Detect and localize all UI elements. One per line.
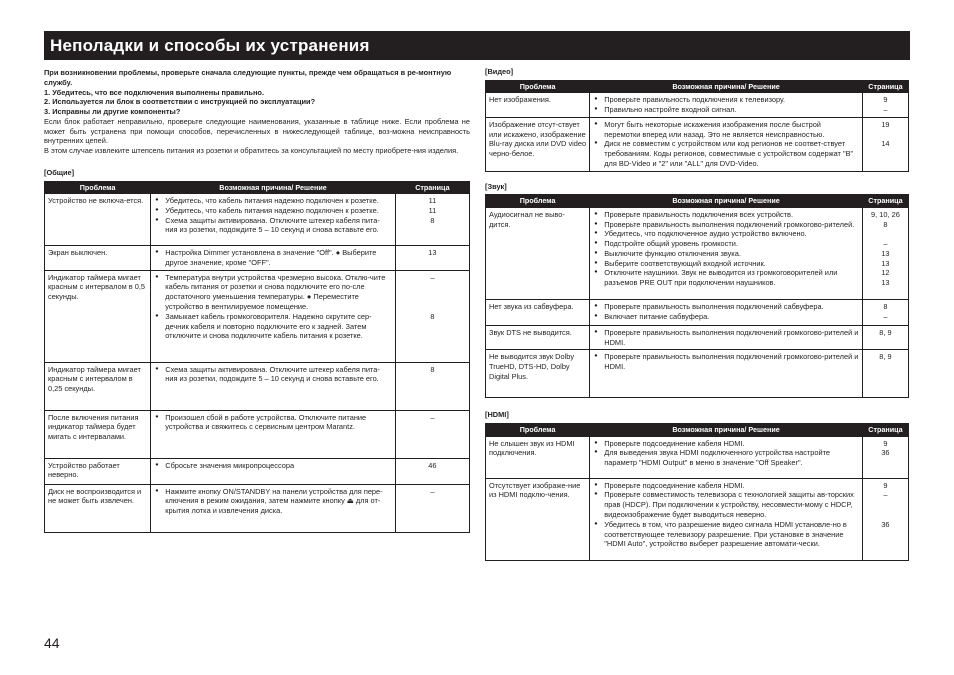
page-ref: 19 [881, 119, 890, 129]
cause-list [154, 365, 392, 385]
table-video [485, 80, 909, 172]
problem-cell: Устройство работает неверно. [45, 458, 151, 484]
page-ref [399, 302, 466, 312]
table-row [486, 350, 909, 398]
page-cell [395, 194, 469, 246]
cause-list [593, 481, 859, 549]
problem-cell: Нет звука из сабвуфера. [486, 299, 590, 325]
cause-cell [151, 458, 396, 484]
cause-cell [590, 93, 863, 118]
page-ref: 11 [428, 196, 437, 206]
header-cause: Возможная причина/ Решение [590, 195, 863, 208]
header-page: Страница [862, 80, 908, 93]
table-hdmi [485, 423, 909, 561]
cause-cell [590, 436, 863, 478]
page-ref: 9 [883, 95, 888, 105]
cause-item: ● Убедитесь, что кабель питания надежно подключен к розетке. [154, 206, 392, 216]
header-problem: Проблема [486, 80, 590, 93]
page-ref: – [883, 105, 888, 115]
page-cell [862, 436, 908, 478]
page-ref: 13 [428, 248, 437, 258]
cause-item: ● Правильно настройте входной сигнал. [593, 105, 859, 115]
page-cell [395, 410, 469, 458]
page-ref: 11 [428, 205, 437, 215]
table-row [486, 325, 909, 350]
header-cause: Возможная причина/ Решение [590, 80, 863, 93]
page-cell [862, 117, 908, 171]
intro-point: 2. Используется ли блок в соответствии с инструкцией по эксплуатации? [44, 97, 316, 107]
problem-cell: Отсутствует изображе-ние из HDMI подклю-чения. [486, 478, 590, 560]
cause-item: ● Выключите функцию отключения звука. [593, 249, 859, 259]
cause-item: ● Убедитесь, что подключенное аудио устройство включено. [593, 229, 859, 239]
cause-cell [151, 246, 396, 271]
cause-list [154, 461, 392, 471]
header-page: Страница [862, 424, 908, 437]
cause-list [154, 487, 392, 516]
page-cell [862, 93, 908, 118]
problem-cell: Звук DTS не выводится. [486, 325, 590, 350]
table-row [45, 484, 470, 532]
page-number: 44 [44, 635, 60, 651]
table-row [486, 299, 909, 325]
table-header-row [486, 195, 909, 208]
cause-cell [151, 410, 396, 458]
cause-list [593, 352, 859, 372]
cause-item: ● Температура внутри устройства чрезмерно высока. Отклю-чите кабель питания от розетки и снова подключите его по-сле достаточного уменьшения температуры. ● Переместите устройство в вентилируемое помещение. [154, 273, 392, 312]
cause-list [593, 210, 859, 288]
page-ref: 13 [881, 278, 890, 288]
page-ref: 9 [883, 480, 888, 490]
page-ref: 14 [881, 139, 890, 149]
page-cell [862, 478, 908, 560]
cause-list [593, 302, 859, 322]
table-row [45, 194, 470, 246]
cause-item: ● Схема защиты активирована. Отключите штекер кабеля пита-ния из розетки, подождите 5 – 10 секунд и снова вставьте его. [154, 365, 392, 385]
problem-cell: Аудиосигнал не выво-дится. [486, 207, 590, 299]
page-cell [395, 246, 469, 271]
cause-item: ● Проверьте правильность выполнения подключений громкогово-рителей. [593, 220, 859, 230]
page-cell [395, 362, 469, 410]
page-ref: 12 [881, 268, 890, 278]
cause-cell [151, 484, 396, 532]
cause-item: ● Включает питание сабвуфера. [593, 312, 859, 322]
page-cell [862, 299, 908, 325]
header-cause: Возможная причина/ Решение [590, 424, 863, 437]
page-ref [866, 130, 905, 140]
intro-lead: При возникновении проблемы, проверьте сначала следующие пункты, прежде чем обращаться в ре-монтную службу. [44, 68, 452, 87]
intro-paragraph: В этом случае извлеките штепсель питания из розетки и обратитесь за консультацией по месту приобрете-ния изделия. [44, 146, 459, 156]
cause-item: ● Проверьте правильность подключения всех устройств. [593, 210, 859, 220]
page-cell [395, 484, 469, 532]
cause-cell [590, 350, 863, 398]
cause-cell [590, 299, 863, 325]
page-ref: 8 [883, 219, 888, 229]
cause-list [593, 120, 859, 169]
header-cause: Возможная причина/ Решение [151, 181, 396, 194]
table-row [486, 478, 909, 560]
page-ref [866, 500, 905, 510]
cause-list [593, 95, 859, 115]
page-ref [399, 282, 466, 292]
cause-cell [590, 478, 863, 560]
right-column [485, 68, 909, 561]
cause-list [593, 439, 859, 468]
cause-item: ● Выберите соответствующий входной источник. [593, 259, 859, 269]
page-ref: 8 [430, 311, 435, 321]
cause-item: ● Проверьте правильность подключения к телевизору. [593, 95, 859, 105]
page-ref: 36 [881, 519, 890, 529]
cause-list [154, 196, 392, 235]
cause-item: ● Проверьте правильность выполнения подключений громкогово-рителей и HDMI. [593, 352, 859, 372]
page-ref: 8 [883, 301, 888, 311]
table-audio [485, 194, 909, 398]
table-row [45, 458, 470, 484]
cause-cell [151, 270, 396, 362]
header-problem: Проблема [486, 195, 590, 208]
page-cell [862, 325, 908, 350]
cause-item: ● Проверьте правильность выполнения подключений сабвуфера. [593, 302, 859, 312]
page-ref: – [883, 239, 888, 249]
table-header-row [486, 424, 909, 437]
cause-item: ● Проверьте подсоединение кабеля HDMI. [593, 481, 859, 491]
problem-cell: Диск не воспроизводится и не может быть извлечен. [45, 484, 151, 532]
cause-item: ● Могут быть некоторые искажения изображения после быстрой перемотки вперед или назад. Это не является неисправностью. [593, 120, 859, 140]
cause-list [154, 248, 392, 268]
cause-item: ● Подстройте общий уровень громкости. [593, 239, 859, 249]
cause-item: ● Произошел сбой в работе устройства. Отключите питание устройства и свяжитесь с сервисным центром Marantz. [154, 413, 392, 433]
page-ref: 9, 10, 26 [871, 209, 900, 219]
table-row [45, 246, 470, 271]
page-ref [866, 510, 905, 520]
page-ref: – [430, 272, 435, 282]
cause-item: ● Проверьте подсоединение кабеля HDMI. [593, 439, 859, 449]
problem-cell: Устройство не включа-ется. [45, 194, 151, 246]
page-ref: 8 [430, 364, 435, 374]
page-ref: 8, 9 [879, 327, 892, 337]
left-column [44, 68, 470, 533]
problem-cell: Нет изображения. [486, 93, 590, 118]
problem-cell: Индикатор таймера мигает красным с интервалом в 0,5 секунды. [45, 270, 151, 362]
problem-cell: Экран выключен. [45, 246, 151, 271]
cause-list [593, 328, 859, 348]
page-cell [395, 458, 469, 484]
cause-item: ● Нажмите кнопку ON/STANDBY на панели устройства для пере-ключения в режим ожидания, затем нажмите кнопку ⏏ для от-крытия лотка и извлечения диска. [154, 487, 392, 516]
table-row [45, 410, 470, 458]
page-ref: 9 [883, 438, 888, 448]
page-ref: 8, 9 [879, 352, 892, 362]
problem-cell: После включения питания индикатор таймера будет мигать с интервалами. [45, 410, 151, 458]
cause-item: ● Настройка Dimmer установлена в значение "Off". ● Выберите другое значение, кроме "OFF". [154, 248, 392, 268]
page-ref: 36 [881, 448, 890, 458]
cause-cell [590, 325, 863, 350]
cause-item: ● Для выведения звука HDMI подключенного устройства настройте параметр "HDMI Output" в меню в значение "Off Speaker". [593, 448, 859, 468]
problem-cell: Изображение отсут-ствует или искажено, изображение Blu-ray диска или DVD video черно-белое. [486, 117, 590, 171]
cause-item: ● Схема защиты активирована. Отключите штекер кабеля пита-ния из розетки, подождите 5 – 10 секунд и снова вставьте его. [154, 216, 392, 236]
intro-point: 1. Убедитесь, что все подключения выполнены правильно. [44, 87, 265, 97]
header-problem: Проблема [45, 181, 151, 194]
cause-list [154, 413, 392, 433]
page-ref [399, 292, 466, 302]
section-label-audio: [Звук] [485, 181, 507, 191]
intro-point: 3. Исправны ли другие компоненты? [44, 107, 181, 117]
page-ref [866, 229, 905, 239]
table-row [45, 362, 470, 410]
cause-cell [151, 362, 396, 410]
page-ref: 8 [430, 215, 435, 225]
page-title: Неполадки и способы их устранения [44, 31, 910, 60]
cause-item: ● Сбросьте значения микропроцессора [154, 461, 392, 471]
page-ref: – [430, 486, 435, 496]
cause-item: ● Проверьте совместимость телевизора с технологией защиты ав-торских прав (HDCP). При подключении к устройству, несовмести-мому с HDCP, видеоизображение будет выводиться неверно. [593, 490, 859, 519]
table-row [486, 117, 909, 171]
page-ref: – [883, 490, 888, 500]
cause-item: ● Убедитесь, что кабель питания надежно подключен к розетке. [154, 196, 392, 206]
cause-cell [590, 207, 863, 299]
page-cell [862, 207, 908, 299]
intro-paragraph: Если блок работает неправильно, проверьте следующие наименования, указанные в таблице ниже. Если проблема не может быть устранена при помощи способов, перечисленных в нижеследующей таблице, воз-можна неисправность внутренних цепей. [44, 116, 470, 146]
cause-cell [590, 117, 863, 171]
table-general [44, 181, 470, 533]
intro [44, 68, 470, 156]
cause-item: ● Проверьте правильность выполнения подключений громкогово-рителей и HDMI. [593, 328, 859, 348]
cause-item: ● Отключите наушники. Звук не выводится из громкоговорителей или разъемов PRE OUT при подключении наушников. [593, 268, 859, 288]
header-page: Страница [395, 181, 469, 194]
table-row [486, 436, 909, 478]
page-ref: – [430, 412, 435, 422]
page-ref: 46 [428, 460, 437, 470]
table-row [45, 270, 470, 362]
cause-item: ● Замыкает кабель громкоговорителя. Надежно скрутите сер-дечник кабеля и повторно подключите его к задней. Затем отключите и снова подключите кабель питания к розетке. [154, 312, 392, 341]
cause-list [154, 273, 392, 341]
cause-cell [151, 194, 396, 246]
problem-cell: Не слышен звук из HDMI подключения. [486, 436, 590, 478]
page-cell [395, 270, 469, 362]
section-label-video: [Видео] [485, 67, 514, 76]
cause-item: ● Убедитесь в том, что разрешение видео сигнала HDMI установле-но в соответствующее телевизору разрешение. При установке в значение "HDMI Auto", устройство выберет разрешение автомати-чески. [593, 520, 859, 549]
problem-cell: Индикатор таймера мигает красным с интервалом в 0,25 секунды. [45, 362, 151, 410]
page-cell [862, 350, 908, 398]
cause-item: ● Диск не совместим с устройством или код регионов не соответ-ствует требованиям. Коды регионов, совместимые с устройством содержат "B" для BD-Video и "2" или "ALL" для DVD-Video. [593, 139, 859, 168]
page-ref: 13 [881, 248, 890, 258]
page-ref: – [883, 311, 888, 321]
table-row [486, 93, 909, 118]
section-label-general: [Общие] [44, 167, 75, 177]
header-problem: Проблема [486, 424, 590, 437]
header-page: Страница [862, 195, 908, 208]
table-header-row [486, 80, 909, 93]
page-ref: 13 [881, 258, 890, 268]
table-header-row [45, 181, 470, 194]
table-row [486, 207, 909, 299]
section-label-hdmi: [HDMI] [485, 410, 509, 420]
problem-cell: Не выводится звук Dolby TrueHD, DTS-HD, Dolby Digital Plus. [486, 350, 590, 398]
